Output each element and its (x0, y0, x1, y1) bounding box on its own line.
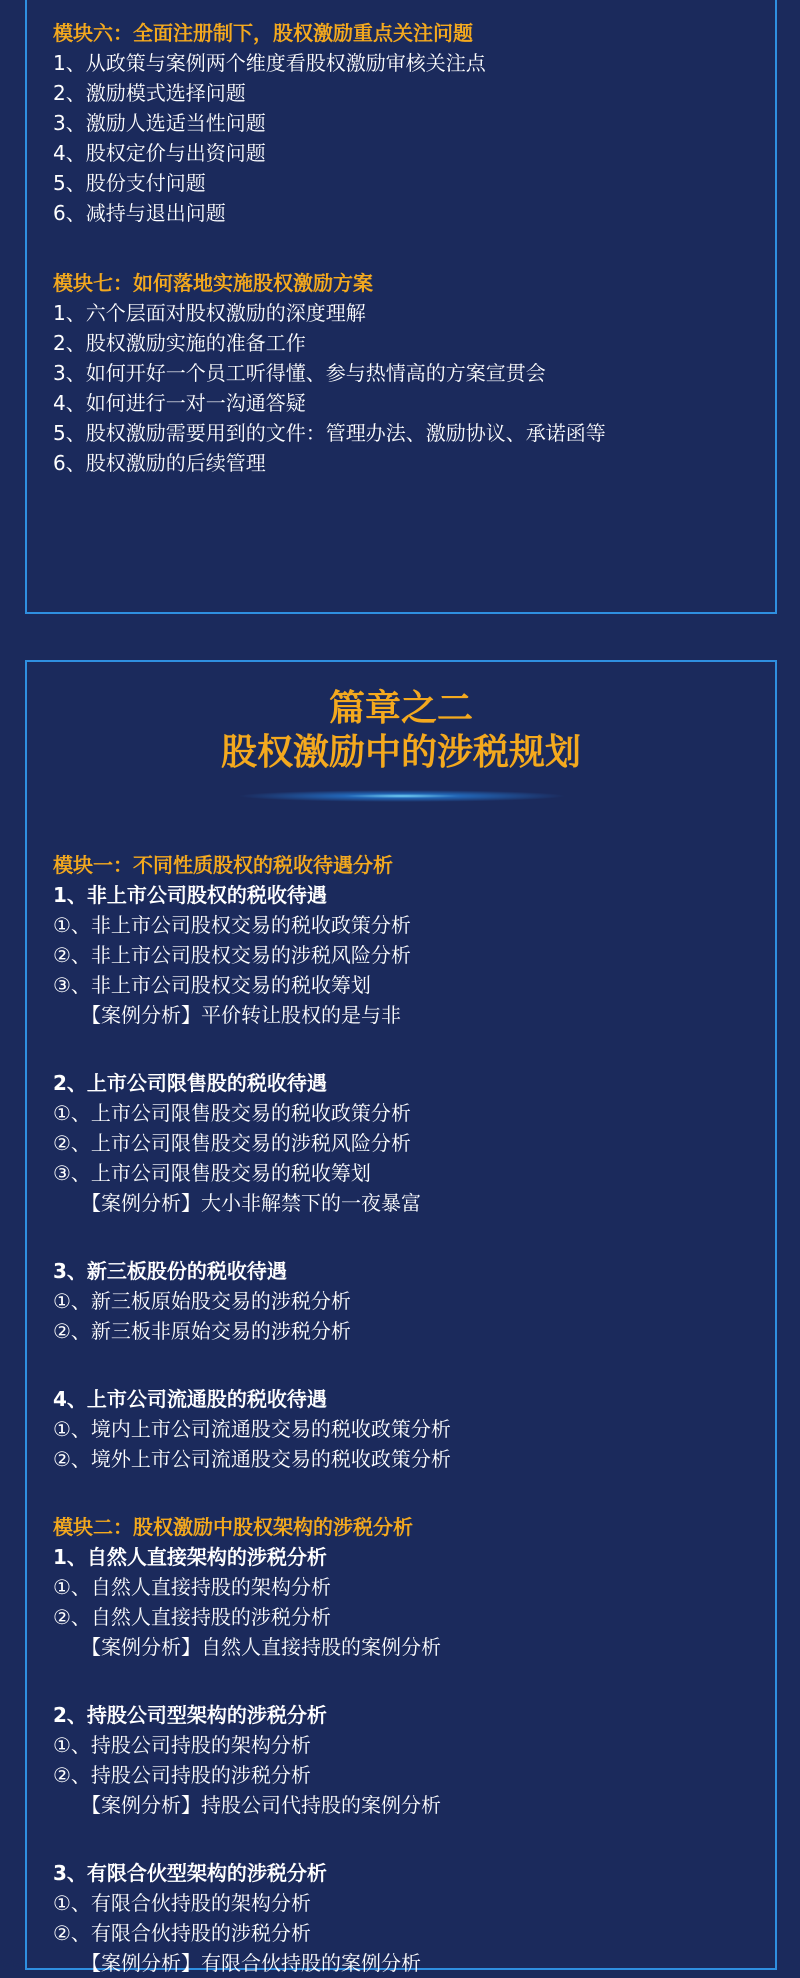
spacer (53, 1662, 765, 1700)
list-item: 2、激励模式选择问题 (53, 81, 246, 105)
spacer (53, 228, 765, 268)
list-item: ②、新三板非原始交易的涉税分析 (53, 1319, 351, 1343)
list-item: ①、上市公司限售股交易的税收政策分析 (53, 1101, 411, 1125)
list-item: 4、如何进行一对一沟通答疑 (53, 391, 306, 415)
panel-2-content (53, 850, 765, 1978)
list-item: 6、减持与退出问题 (53, 201, 226, 225)
list-item: ①、持股公司持股的架构分析 (53, 1733, 311, 1757)
group-heading: 1、非上市公司股权的税收待遇 (53, 883, 327, 907)
case-study: 【案例分析】大小非解禁下的一夜暴富 (81, 1191, 421, 1215)
list-item: ③、上市公司限售股交易的税收筹划 (53, 1161, 371, 1185)
group-heading: 3、新三板股份的税收待遇 (53, 1259, 287, 1283)
list-item: 1、六个层面对股权激励的深度理解 (53, 301, 366, 325)
title-glow-divider (237, 790, 567, 802)
module-7-title: 模块七：如何落地实施股权激励方案 (53, 271, 373, 295)
list-item: ②、上市公司限售股交易的涉税风险分析 (53, 1131, 411, 1155)
case-study: 【案例分析】平价转让股权的是与非 (81, 1003, 401, 1027)
list-item: ②、有限合伙持股的涉税分析 (53, 1921, 311, 1945)
group-heading: 3、有限合伙型架构的涉税分析 (53, 1861, 327, 1885)
list-item: ②、持股公司持股的涉税分析 (53, 1763, 311, 1787)
list-item: 5、股份支付问题 (53, 171, 206, 195)
module-6-title: 模块六：全面注册制下，股权激励重点关注问题 (53, 21, 473, 45)
list-item: ②、境外上市公司流通股交易的税收政策分析 (53, 1447, 451, 1471)
module-1-title: 模块一：不同性质股权的税收待遇分析 (53, 853, 393, 877)
group-heading: 2、上市公司限售股的税收待遇 (53, 1071, 327, 1095)
list-item: 1、从政策与案例两个维度看股权激励审核关注点 (53, 51, 486, 75)
list-item: 3、如何开好一个员工听得懂、参与热情高的方案宣贯会 (53, 361, 546, 385)
list-item: ①、非上市公司股权交易的税收政策分析 (53, 913, 411, 937)
list-item: 2、股权激励实施的准备工作 (53, 331, 306, 355)
course-outline-panel-1 (25, 0, 777, 614)
spacer (53, 1346, 765, 1384)
spacer (53, 1030, 765, 1068)
list-item: ①、有限合伙持股的架构分析 (53, 1891, 311, 1915)
group-heading: 1、自然人直接架构的涉税分析 (53, 1545, 327, 1569)
list-item: ①、境内上市公司流通股交易的税收政策分析 (53, 1417, 451, 1441)
list-item: 4、股权定价与出资问题 (53, 141, 266, 165)
spacer (53, 1474, 765, 1512)
list-item: 3、激励人选适当性问题 (53, 111, 266, 135)
list-item: 6、股权激励的后续管理 (53, 451, 266, 475)
list-item: ①、新三板原始股交易的涉税分析 (53, 1289, 351, 1313)
list-item: 5、股权激励需要用到的文件：管理办法、激励协议、承诺函等 (53, 421, 606, 445)
group-heading: 4、上市公司流通股的税收待遇 (53, 1387, 327, 1411)
panel-1-content (53, 18, 765, 478)
list-item: ②、自然人直接持股的涉税分析 (53, 1605, 331, 1629)
list-item: ②、非上市公司股权交易的涉税风险分析 (53, 943, 411, 967)
list-item: ①、自然人直接持股的架构分析 (53, 1575, 331, 1599)
course-outline-panel-2 (25, 660, 777, 1975)
case-study: 【案例分析】自然人直接持股的案例分析 (81, 1635, 441, 1659)
case-study: 【案例分析】有限合伙持股的案例分析 (81, 1951, 421, 1975)
list-item: ③、非上市公司股权交易的税收筹划 (53, 973, 371, 997)
group-heading: 2、持股公司型架构的涉税分析 (53, 1703, 327, 1727)
spacer (53, 1218, 765, 1256)
spacer (53, 1820, 765, 1858)
module-2-title: 模块二：股权激励中股权架构的涉税分析 (53, 1515, 413, 1539)
case-study: 【案例分析】持股公司代持股的案例分析 (81, 1793, 441, 1817)
chapter-label: 篇章之二 (328, 688, 473, 729)
chapter-title: 股权激励中的涉税规划 (220, 732, 581, 773)
